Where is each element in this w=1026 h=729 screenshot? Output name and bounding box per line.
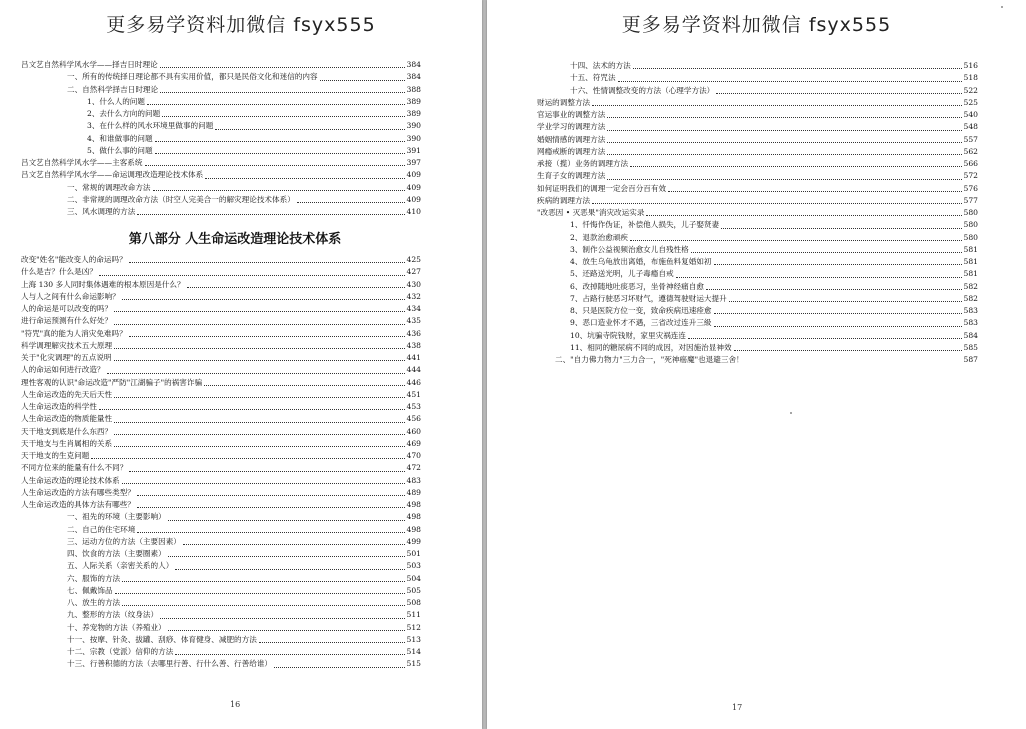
dot-leader — [630, 166, 961, 167]
dot-leader — [734, 350, 962, 351]
toc-entry-title: 三、风水调理的方法 — [67, 207, 136, 216]
toc-entry — [21, 96, 421, 108]
toc-entry-page: 583 — [963, 306, 978, 315]
toc-entry — [552, 232, 978, 244]
toc-entry-page: 516 — [963, 61, 978, 70]
toc-entry-title: 官运事业的调整方法 — [537, 110, 606, 119]
dot-leader — [162, 116, 404, 117]
page-header: 更多易学资料加微信 fsyx555 — [106, 14, 376, 36]
toc-entry-title: 九、整形的方法（纹身法） — [67, 610, 159, 620]
toc-entry-title: 关于"化灾调理"的五点说明 — [21, 353, 112, 362]
toc-entry — [21, 266, 421, 278]
toc-entry-title: 10、坑骗寺院钱财，家里灾祸连连 — [570, 330, 686, 340]
toc-entry — [552, 268, 978, 280]
toc-entry-page: 384 — [406, 60, 421, 69]
toc-entry-page: 580 — [963, 232, 978, 242]
toc-entry-title: 2、去什么方向的问题 — [87, 109, 161, 118]
toc-entry-title: 如何证明我们的调理一定会百分百有效 — [537, 183, 667, 193]
toc-entry-page: 505 — [406, 585, 421, 595]
toc-entry — [21, 438, 421, 450]
toc-entry — [21, 536, 421, 548]
toc-entry-title: 承接（揽）业务的调理方法 — [537, 159, 629, 168]
toc-entry-page: 384 — [406, 72, 421, 82]
toc-entry — [537, 146, 978, 158]
toc-entry — [21, 157, 421, 169]
toc-entry-page: 444 — [406, 365, 421, 375]
toc-entry — [21, 573, 421, 585]
dot-leader — [122, 581, 404, 582]
scan-speck — [1001, 6, 1003, 8]
page-header: 更多易学资料加微信 fsyx555 — [621, 14, 892, 36]
toc-entry-title: 进行命运预测有什么好处？ — [21, 316, 113, 326]
toc-entry — [21, 524, 421, 536]
dot-leader — [646, 215, 961, 216]
toc-entry-title: 人生命运改造的科学性 — [21, 402, 97, 411]
dot-leader — [122, 483, 405, 484]
toc-entry — [21, 548, 421, 560]
dot-leader — [155, 153, 405, 154]
toc-entry — [552, 317, 978, 329]
dot-leader — [721, 228, 961, 229]
dot-leader — [129, 336, 405, 337]
toc-entry-page: 499 — [406, 536, 421, 546]
toc-entry-title: 四、饮食的方法（主要圈素） — [67, 549, 166, 558]
toc-entry-page: 504 — [406, 573, 421, 583]
toc-entry-page: 501 — [406, 549, 421, 558]
dot-leader — [607, 130, 961, 131]
toc-entry — [21, 364, 421, 376]
toc-entry-page: 427 — [406, 267, 421, 277]
toc-entry-title: 科学调理解灾技术五大原理 — [21, 340, 113, 350]
toc-entry-page: 585 — [963, 342, 978, 352]
toc-entry-title: 2、退款治愈頑疾 — [570, 232, 628, 242]
toc-entry — [21, 315, 421, 327]
toc-entry — [552, 293, 978, 305]
toc-entry-page: 583 — [963, 318, 978, 328]
toc-entry-title: 婚姻情感的调理方法 — [537, 134, 606, 144]
toc-entry-page: 581 — [963, 269, 978, 279]
dot-leader — [122, 605, 404, 606]
toc-entry-title: 十二、宗教（党派）信仰的方法 — [67, 647, 174, 656]
dot-leader — [168, 556, 405, 557]
dot-leader — [137, 532, 404, 533]
toc-entry — [537, 170, 978, 182]
toc-entry — [21, 560, 421, 572]
dot-leader — [129, 471, 404, 472]
toc-entry-title: 十一、按摩、针灸、拔罐、刮痧、体育健身、减肥的方法 — [67, 634, 257, 644]
toc-entry-title: 人生命运改造的先天后天性 — [21, 389, 113, 399]
toc-entry-title: 1、什么人的问题 — [87, 96, 145, 106]
dot-leader — [91, 458, 404, 459]
toc-entry — [21, 426, 421, 438]
toc-entry-page: 434 — [406, 304, 421, 313]
dot-leader — [115, 593, 405, 594]
dot-leader — [215, 129, 404, 130]
toc-section — [21, 254, 421, 671]
dot-leader — [147, 104, 405, 105]
toc-entry — [21, 585, 421, 597]
toc-entry — [21, 254, 421, 266]
toc-entry — [21, 597, 421, 609]
dot-leader — [607, 154, 961, 155]
toc-entry — [21, 389, 421, 401]
toc-entry — [21, 133, 421, 145]
toc-entry-page: 584 — [963, 330, 978, 340]
dot-leader — [114, 434, 404, 435]
toc-entry-page: 580 — [963, 208, 978, 217]
toc-entry-title: 疾病的调理方法 — [537, 195, 591, 205]
toc-entry-title: 网瘾戒断的调理方法 — [537, 146, 606, 156]
dot-leader — [607, 179, 961, 180]
dot-leader — [114, 446, 404, 447]
toc-entry-page: 582 — [963, 281, 978, 291]
toc-entry-page: 582 — [963, 293, 978, 303]
dot-leader — [122, 299, 405, 300]
toc-entry-page: 581 — [963, 244, 978, 254]
toc-entry-title: 改变"姓名"能改变人的命运吗？ — [21, 255, 127, 264]
toc-entry-title: 二、自己的住宅环境 — [67, 524, 136, 534]
toc-entry — [537, 121, 978, 133]
dot-leader — [168, 520, 405, 521]
toc-entry — [552, 244, 978, 256]
toc-entry — [552, 60, 978, 72]
toc-entry-page: 469 — [406, 438, 421, 448]
toc-entry — [21, 328, 421, 340]
toc-entry-page: 576 — [963, 183, 978, 193]
dot-leader — [114, 311, 404, 312]
toc-entry-title: 六、服饰的方法 — [67, 573, 121, 583]
toc-entry-title: 理性客观的认识"命运改造"严防"江湖骗子"的祸害诈骗 — [21, 377, 203, 387]
dot-leader — [714, 326, 962, 327]
toc-entry — [537, 97, 978, 109]
toc-entry-page: 451 — [406, 389, 421, 399]
toc-entry-title: 七、佩戴饰品 — [67, 585, 113, 595]
toc-entry-title: 吕文艺自然科学风水学——命运调理改造理论技术体系 — [21, 170, 204, 180]
toc-entry-title: "符咒"真的能为人消灾免难吗？ — [21, 328, 127, 338]
toc-entry — [537, 207, 978, 219]
toc-entry-title: 8、只是医院方位一变，致命疾病迅速痊愈 — [570, 306, 712, 315]
toc-entry-page: 498 — [406, 500, 421, 509]
toc-entry — [21, 450, 421, 462]
toc-entry — [21, 194, 421, 206]
dot-leader — [633, 68, 962, 69]
toc-entry — [21, 206, 421, 218]
toc-entry-page: 456 — [406, 414, 421, 424]
toc-entry-page: 572 — [963, 171, 978, 181]
toc-entry-page: 391 — [406, 145, 421, 155]
toc-entry-page: 409 — [406, 170, 421, 180]
toc-entry-page: 397 — [406, 158, 421, 167]
toc-entry-page: 518 — [963, 73, 978, 83]
toc-entry — [21, 658, 421, 670]
toc-entry — [21, 279, 421, 291]
dot-leader — [114, 360, 405, 361]
dot-leader — [204, 385, 404, 386]
toc-entry — [21, 108, 421, 120]
toc-entry-title: 吕文艺自然科学风水学——择吉日时理论 — [21, 60, 158, 69]
dot-leader — [716, 93, 961, 94]
toc-entry-page: 409 — [406, 194, 421, 204]
toc-entry-page: 489 — [406, 487, 421, 497]
page-number: 17 — [732, 703, 743, 712]
toc-entry — [537, 183, 978, 195]
dot-leader — [137, 214, 404, 215]
toc-entry-title: 八、放生的方法 — [67, 598, 121, 607]
toc-entry-title: 3、制作公益视频治愈女儿自残性格 — [570, 244, 689, 254]
dot-leader — [592, 203, 961, 204]
toc-entry-title: 二、"自力佛力物力"三力合一，"死神癌魔"也退避三舍！ — [555, 355, 744, 364]
toc-entry-title: 天干地支到底是什么东西？ — [21, 426, 113, 436]
toc-entry — [21, 169, 421, 181]
toc-entry-title: 5、还路送光明，儿子毒瘾自戒 — [570, 269, 674, 279]
dot-leader — [714, 313, 962, 314]
dot-leader — [99, 409, 405, 410]
toc-entry-page: 577 — [963, 195, 978, 205]
toc-section — [21, 59, 421, 218]
toc-entry-page: 430 — [406, 279, 421, 289]
toc-entry-page: 388 — [406, 84, 421, 94]
toc-entry-title: 五、人际关系（亲密关系的人） — [67, 561, 174, 571]
dot-leader — [618, 81, 962, 82]
toc-entry — [537, 195, 978, 207]
dot-leader — [688, 338, 962, 339]
part-title: 第八部分 人生命运改造理论技术体系 — [128, 232, 342, 247]
toc-entry-page: 470 — [406, 451, 421, 460]
dot-leader — [729, 301, 962, 302]
toc-entry-page: 436 — [406, 328, 421, 338]
toc-entry-title: 人的命运如何进行改造？ — [21, 365, 105, 375]
toc-entry-page: 389 — [406, 96, 421, 106]
toc-entry-page: 425 — [406, 255, 421, 264]
toc-entry-page: 511 — [406, 610, 421, 620]
toc-entry — [21, 634, 421, 646]
toc-entry-title: 财运的调整方法 — [537, 97, 591, 107]
toc-entry-title: 3、在什么样的风水环境里做事的问题 — [87, 121, 214, 131]
toc-entry — [537, 109, 978, 121]
toc-entry-page: 548 — [963, 122, 978, 132]
toc-entry-page: 580 — [963, 220, 978, 230]
dot-leader — [137, 507, 405, 508]
toc-entry — [21, 401, 421, 413]
dot-leader — [160, 92, 404, 93]
toc-entry-page: 512 — [406, 622, 421, 632]
toc-entry — [21, 182, 421, 194]
toc-entry-page: 540 — [963, 110, 978, 119]
toc-entry-title: 天干地支的生克问题 — [21, 451, 90, 460]
toc-entry-title: 11、相同的糖尿病不同的成因，对因施治显神效 — [570, 342, 732, 352]
toc-entry-title: 十六、性情调整改变的方法（心理学方法） — [570, 85, 715, 95]
toc-entry — [552, 305, 978, 317]
toc-entry-title: 人生命运改造的物质能量性 — [21, 414, 113, 424]
toc-entry-title: 二、非常规的调理改命方法（时空人完美合一的解灾理论技术体系） — [67, 194, 295, 204]
dot-leader — [145, 165, 405, 166]
toc-entry — [21, 377, 421, 389]
dot-leader — [160, 67, 405, 68]
toc-entry — [552, 256, 978, 268]
dot-leader — [175, 654, 404, 655]
toc-entry — [21, 413, 421, 425]
toc-entry-page: 503 — [406, 561, 421, 571]
dot-leader — [630, 240, 962, 241]
toc-entry-title: 一、常规的调理改命方法 — [67, 182, 151, 192]
toc-entry-title: "改恶因 • 灭恶果"消灾改运实录 — [537, 208, 645, 217]
toc-entry-page: 515 — [406, 659, 421, 669]
toc-entry-page: 522 — [963, 85, 978, 95]
toc-entry-page: 483 — [406, 475, 421, 485]
toc-entry-page: 498 — [406, 524, 421, 534]
dot-leader — [114, 397, 404, 398]
toc-entry-page: 581 — [963, 257, 978, 266]
toc-entry-page: 389 — [406, 109, 421, 118]
toc-entry-page: 508 — [406, 598, 421, 607]
toc-entry — [21, 499, 421, 511]
toc-entry-page: 460 — [406, 426, 421, 436]
toc-entry — [21, 646, 421, 658]
toc-entry — [537, 134, 978, 146]
toc-entry-title: 人生命运改造的具体方法有哪些？ — [21, 500, 135, 509]
toc-entry-page: 390 — [406, 121, 421, 131]
toc-entry-title: 上海 130 多人同时集体遇难的根本原因是什么？ — [21, 279, 185, 289]
left-page — [0, 0, 482, 729]
toc-entry — [21, 462, 421, 474]
toc-entry-title: 什么是吉？什么是凶？ — [21, 267, 97, 277]
dot-leader — [114, 422, 404, 423]
toc-entry-title: 天干地支与生肖属相的关系 — [21, 438, 113, 448]
toc-entry — [21, 511, 421, 523]
toc-entry-title: 4、放生乌龟放出离婚，布施鱼料复婚如初 — [570, 257, 712, 266]
toc-entry-title: 十四、法术的方法 — [570, 61, 631, 70]
dot-leader — [607, 117, 961, 118]
toc-entry — [21, 291, 421, 303]
dot-leader — [259, 642, 405, 643]
toc-entry-page: 562 — [963, 146, 978, 156]
dot-leader — [153, 190, 405, 191]
toc-entry — [21, 340, 421, 352]
dot-leader — [168, 630, 405, 631]
page-number: 16 — [230, 700, 241, 709]
toc-entry-page: 432 — [406, 291, 421, 301]
toc-entry-title: 不同方位来的能量有什么不同？ — [21, 463, 128, 473]
right-page — [487, 0, 1026, 729]
toc-entry-title: 十五、符咒法 — [570, 73, 616, 83]
toc-entry-title: 十三、行善积德的方法（去哪里行善、行什么善、行善给谁） — [67, 659, 273, 669]
dot-leader — [607, 142, 961, 143]
dot-leader — [114, 348, 404, 349]
toc-entry — [537, 158, 978, 170]
toc-entry — [552, 72, 978, 84]
dot-leader — [706, 289, 962, 290]
toc-entry-page: 410 — [406, 207, 421, 216]
dot-leader — [175, 569, 404, 570]
toc-entry-title: 人生命运改造的方法有哪些类型？ — [21, 487, 135, 497]
toc-entry — [21, 84, 421, 96]
dot-leader — [129, 262, 405, 263]
toc-entry — [21, 352, 421, 364]
dot-leader — [155, 141, 405, 142]
dot-leader — [676, 277, 962, 278]
dot-leader — [205, 178, 404, 179]
toc-entry-title: 9、恶口造业怀才不遇，三省改过连升三級 — [570, 318, 712, 328]
dot-leader — [107, 373, 405, 374]
toc-entry-title: 吕文艺自然科学风水学——主客系统 — [21, 158, 143, 167]
toc-entry — [537, 354, 978, 366]
toc-entry-title: 人生命运改造的理论技术体系 — [21, 475, 120, 485]
toc-entry-page: 525 — [963, 97, 978, 107]
toc-entry-page: 390 — [406, 133, 421, 143]
toc-entry-page: 435 — [406, 316, 421, 326]
toc-entry-title: 二、自然科学择吉日时理论 — [67, 84, 159, 94]
toc-entry — [21, 475, 421, 487]
toc-entry-page: 498 — [406, 512, 421, 522]
toc-entry — [21, 120, 421, 132]
dot-leader — [137, 495, 405, 496]
toc-entry-title: 一、祖先的环境（主要影响） — [67, 512, 166, 522]
toc-entry-title: 4、和谁做事的问题 — [87, 133, 153, 143]
toc-entry-page: 566 — [963, 159, 978, 168]
toc-section — [537, 60, 978, 366]
toc-entry — [552, 342, 978, 354]
toc-entry — [552, 281, 978, 293]
dot-leader — [183, 544, 405, 545]
toc-entry-page: 453 — [406, 402, 421, 411]
toc-entry — [21, 487, 421, 499]
toc-entry — [552, 219, 978, 231]
dot-leader — [714, 264, 962, 265]
toc-entry-title: 人与人之间有什么命运影响？ — [21, 291, 120, 301]
toc-entry-page: 514 — [406, 647, 421, 656]
toc-entry — [21, 622, 421, 634]
dot-leader — [114, 324, 404, 325]
toc-entry-title: 6、改掉随地吐痰恶习，坐骨神经痛自愈 — [570, 281, 704, 291]
dot-leader — [274, 667, 404, 668]
dot-leader — [297, 202, 405, 203]
toc-entry-title: 十、养宠物的方法（养殖业） — [67, 622, 166, 632]
dot-leader — [99, 275, 405, 276]
toc-entry — [21, 609, 421, 621]
toc-entry-title: 人的命运是可以改变的吗？ — [21, 304, 113, 313]
toc-entry — [21, 303, 421, 315]
dot-leader — [668, 191, 961, 192]
toc-entry-page: 472 — [406, 463, 421, 473]
dot-leader — [592, 105, 961, 106]
toc-entry-page: 446 — [406, 377, 421, 387]
toc-entry — [552, 85, 978, 97]
toc-entry-title: 学业学习的调理方法 — [537, 122, 606, 132]
toc-entry-page: 587 — [963, 355, 978, 364]
toc-entry-title: 1、忏悔作伪证，补偿他人损失，儿子娶贤妻 — [570, 220, 720, 230]
toc-entry-page: 441 — [406, 353, 421, 362]
dot-leader — [691, 252, 962, 253]
toc-entry-page: 513 — [406, 634, 421, 644]
toc-entry-title: 三、运动方位的方法（主要因素） — [67, 536, 181, 546]
toc-entry-page: 557 — [963, 134, 978, 144]
toc-entry-page: 438 — [406, 340, 421, 350]
toc-entry-page: 409 — [406, 182, 421, 192]
toc-entry — [21, 145, 421, 157]
toc-entry — [21, 71, 421, 83]
dot-leader — [320, 80, 405, 81]
toc-entry-title: 7、占路行驶恶习坏财气，遵德驾驶财运大提升 — [570, 293, 727, 303]
toc-entry-title: 一、所有的传统择日理论都不具有实用价值，都只是民俗文化和迷信的内容 — [67, 72, 318, 82]
toc-entry-title: 生育子女的调理方法 — [537, 171, 606, 181]
toc-entry — [21, 59, 421, 71]
scan-speck — [790, 412, 792, 414]
dot-leader — [160, 618, 404, 619]
toc-entry — [552, 330, 978, 342]
dot-leader — [187, 287, 405, 288]
toc-entry-title: 5、做什么事的问题 — [87, 145, 153, 155]
